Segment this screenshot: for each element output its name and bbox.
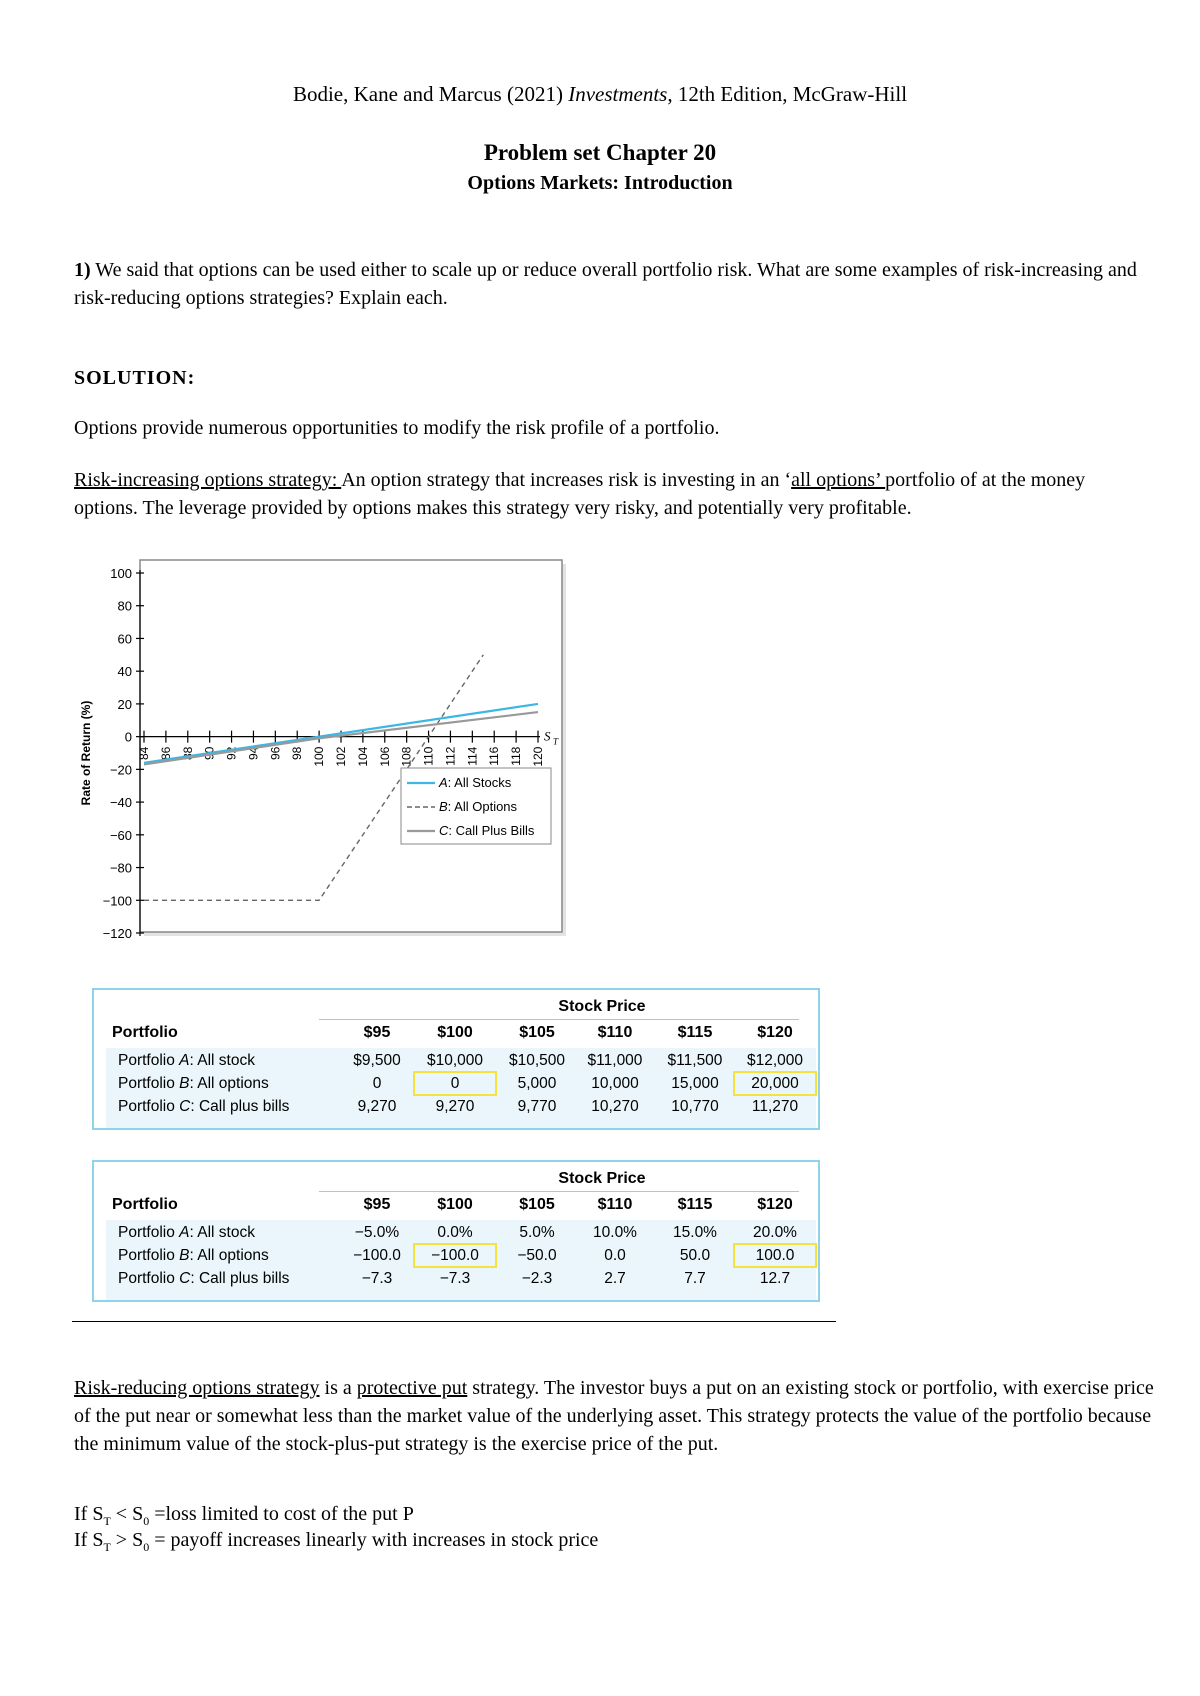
legend-entry: C: Call Plus Bills xyxy=(439,823,535,838)
row-label: Portfolio C: Call plus bills xyxy=(118,1098,290,1115)
x-tick-label: 118 xyxy=(509,746,524,766)
column-header: $110 xyxy=(597,1196,633,1213)
question-number: 1) xyxy=(74,259,91,281)
page-subtitle: Options Markets: Introduction xyxy=(467,172,733,194)
column-header: $115 xyxy=(677,1024,713,1041)
y-axis-label: Rate of Return (%) xyxy=(79,700,93,806)
table-cell: 20,000 xyxy=(735,1073,815,1094)
y-tick-label: 20 xyxy=(117,696,132,712)
table-cell: 9,270 xyxy=(435,1098,475,1115)
column-header: $95 xyxy=(363,1196,391,1213)
x-tick-label: 88 xyxy=(180,746,195,760)
column-header: $105 xyxy=(519,1024,555,1041)
column-header: $120 xyxy=(757,1024,793,1041)
y-tick-label: −100 xyxy=(102,893,132,909)
dollar-value-table xyxy=(92,988,820,1130)
table-cell: −5.0% xyxy=(354,1224,400,1241)
x-tick-label: 94 xyxy=(246,746,261,760)
row-label: Portfolio A: All stock xyxy=(118,1052,255,1069)
x-tick-label: 114 xyxy=(465,746,480,766)
table-cell: 10,000 xyxy=(591,1075,639,1092)
y-tick-label: −120 xyxy=(102,926,132,941)
stock-price-header: Stock Price xyxy=(558,998,646,1015)
risk-increasing-label: Risk-increasing options strategy: xyxy=(74,469,342,491)
table-cell: 10,270 xyxy=(591,1098,639,1115)
x-tick-label: 86 xyxy=(158,746,173,760)
cond-sub: T xyxy=(103,1540,111,1554)
table-cell: $10,000 xyxy=(426,1052,484,1069)
column-header: $95 xyxy=(363,1024,391,1041)
x-tick-label: 112 xyxy=(443,746,458,766)
y-tick-label: 100 xyxy=(110,566,132,581)
rate-of-return-table xyxy=(92,1160,820,1302)
x-tick-label: 102 xyxy=(334,746,348,767)
y-tick-label: −20 xyxy=(109,762,132,778)
x-tick-label: 84 xyxy=(137,746,151,760)
table-cell: 0.0% xyxy=(437,1224,473,1241)
column-header: $100 xyxy=(437,1024,473,1041)
table-cell: 2.7 xyxy=(604,1270,626,1287)
table-cell: −7.3 xyxy=(439,1270,471,1287)
header-rule xyxy=(319,1019,799,1020)
table-cell: $9,500 xyxy=(353,1052,401,1069)
table-cell: 10.0% xyxy=(593,1224,637,1241)
cond-text: =loss limited to cost of the put P xyxy=(149,1503,414,1525)
table-cell: 15,000 xyxy=(671,1075,719,1092)
risk-increasing-paragraph xyxy=(74,466,1154,522)
y-tick-label: 60 xyxy=(117,631,132,647)
table-cell: −50.0 xyxy=(517,1247,557,1264)
portfolio-header: Portfolio xyxy=(112,1024,178,1041)
table-cell: 20.0% xyxy=(753,1224,797,1241)
y-tick-label: 80 xyxy=(117,598,132,614)
x-tick-label: 90 xyxy=(202,746,217,760)
table-cell: $11,500 xyxy=(667,1052,723,1069)
x-tick-label: 116 xyxy=(487,746,502,766)
condition-payoff xyxy=(74,1526,1154,1561)
row-label: Portfolio B: All options xyxy=(118,1075,269,1092)
section-divider xyxy=(72,1321,836,1322)
x-tick-label: 100 xyxy=(312,746,327,767)
x-tick-label: 108 xyxy=(399,746,414,767)
x-tick-label: 96 xyxy=(268,746,283,760)
header-rule xyxy=(319,1191,799,1192)
risk-reducing-paragraph xyxy=(74,1374,1154,1458)
table-cell: $11,000 xyxy=(587,1052,643,1069)
table-cell: −100.0 xyxy=(353,1247,401,1264)
x-tick-label: 98 xyxy=(290,746,305,760)
table-cell: 9,270 xyxy=(357,1098,397,1115)
x-tick-label: 106 xyxy=(377,746,392,767)
all-options-term: all options’ xyxy=(791,469,886,491)
cond-text: < S xyxy=(110,1503,144,1525)
table-cell: −7.3 xyxy=(361,1270,393,1287)
column-header: $120 xyxy=(757,1196,793,1213)
risk-reducing-text: is a xyxy=(319,1377,357,1399)
cond-text: If S xyxy=(74,1529,104,1551)
risk-increasing-text: An option strategy that increases risk is investing in an ‘ xyxy=(341,469,792,491)
citation-book-title: Investments xyxy=(568,82,668,106)
plot-frame xyxy=(140,560,562,932)
y-tick-label: −80 xyxy=(109,860,132,876)
table-cell: −2.3 xyxy=(521,1270,553,1287)
protective-put-term: protective put xyxy=(356,1377,468,1399)
table-cell: −100.0 xyxy=(415,1245,495,1266)
y-tick-label: 40 xyxy=(117,664,132,680)
return-chart xyxy=(78,548,568,948)
column-header: $100 xyxy=(437,1196,473,1213)
citation-edition: , 12th Edition, McGraw-Hill xyxy=(667,82,908,106)
x-tick-label: 92 xyxy=(224,746,239,760)
cond-sub: 0 xyxy=(143,1540,150,1554)
question-text: We said that options can be used either to scale up or reduce overall portfolio risk. What are some examples of risk-increasing and risk-reducing options strategies? Explain each. xyxy=(74,259,1137,309)
table-cell: 9,770 xyxy=(517,1098,557,1115)
cond-sub: 0 xyxy=(143,1514,150,1528)
table-cell: 7.7 xyxy=(684,1270,706,1287)
column-header: $115 xyxy=(677,1196,713,1213)
legend-entry: A: All Stocks xyxy=(439,775,512,790)
risk-increasing-text-cont: portfolio of at the money options. The leverage provided by options makes this strategy very risky, and potentially very profitable. xyxy=(74,469,1086,519)
table-cell: 0.0 xyxy=(604,1247,626,1264)
cond-text: If S xyxy=(74,1503,104,1525)
citation-authors: Bodie, Kane and Marcus (2021) xyxy=(292,82,569,106)
table-cell: 5.0% xyxy=(519,1224,555,1241)
table-cell: 0 xyxy=(372,1075,382,1092)
table-cell: $10,500 xyxy=(508,1052,566,1069)
row-label: Portfolio A: All stock xyxy=(118,1224,255,1241)
question xyxy=(74,256,1154,312)
column-header: $110 xyxy=(597,1024,633,1041)
y-tick-label: 0 xyxy=(124,729,132,745)
x-tick-label: 110 xyxy=(421,746,436,766)
stock-price-header: Stock Price xyxy=(558,1170,646,1187)
citation xyxy=(0,82,1200,107)
legend-entry: B: All Options xyxy=(439,799,518,814)
table-cell: 15.0% xyxy=(673,1224,717,1241)
table-cell: 12.7 xyxy=(759,1270,791,1287)
table-cell: 0 xyxy=(415,1073,495,1094)
cond-text: > S xyxy=(110,1529,144,1551)
cond-sub: T xyxy=(103,1514,111,1528)
x-tick-label: 104 xyxy=(355,746,370,767)
table-cell: 11,270 xyxy=(751,1098,799,1115)
table-cell: 50.0 xyxy=(679,1247,711,1264)
x-axis-label: S xyxy=(544,728,551,744)
table-cell: 100.0 xyxy=(735,1245,815,1266)
table-cell: 10,770 xyxy=(671,1098,719,1115)
solution-label: SOLUTION: xyxy=(74,367,196,389)
y-tick-label: −60 xyxy=(109,827,132,843)
x-tick-label: 120 xyxy=(531,746,545,767)
risk-reducing-label: Risk-reducing options strategy xyxy=(74,1377,320,1399)
x-axis-label-sub: T xyxy=(553,736,559,747)
table-cell: $12,000 xyxy=(746,1052,804,1069)
cond-text: = payoff increases linearly with increases in stock price xyxy=(149,1529,599,1551)
y-tick-label: −40 xyxy=(109,795,132,811)
solution-intro: Options provide numerous opportunities to modify the risk profile of a portfolio. xyxy=(74,417,720,439)
table-cell: 5,000 xyxy=(517,1075,557,1092)
column-header: $105 xyxy=(519,1196,555,1213)
risk-reducing-text-cont: strategy. The investor buys a put on an existing stock or portfolio, with exercise price of the put near or somewhat less than the market value of the underlying asset. This strategy protects the value of the portfolio because the minimum value of the stock-plus-put strategy is the exercise price of the put. xyxy=(74,1377,1154,1455)
page-title: Problem set Chapter 20 xyxy=(483,140,717,165)
row-label: Portfolio B: All options xyxy=(118,1247,269,1264)
row-label: Portfolio C: Call plus bills xyxy=(118,1270,290,1287)
portfolio-header: Portfolio xyxy=(112,1196,178,1213)
